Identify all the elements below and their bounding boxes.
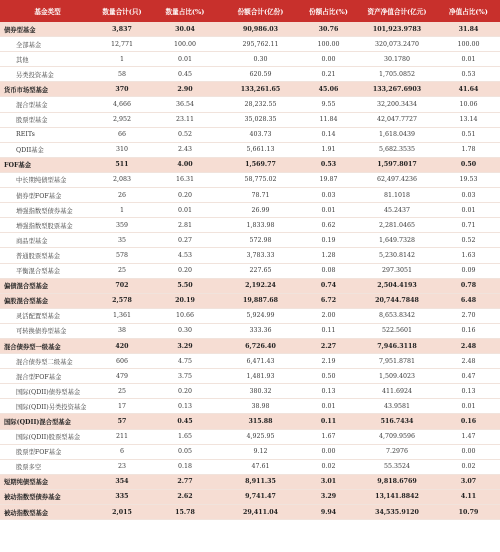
cell-nav-share: 0.09 xyxy=(461,267,476,275)
cell-count-share: 23.11 xyxy=(175,116,195,124)
header-units-share: 份额占比(%) xyxy=(309,8,348,16)
cell-units-total: 28,232.55 xyxy=(244,101,277,109)
table-row xyxy=(0,113,500,128)
cell-count-total: 354 xyxy=(115,478,129,486)
cell-fund-type: 国际(QDII)另类投资基金 xyxy=(16,403,87,411)
table-header-row xyxy=(0,0,500,22)
cell-nav-share: 0.00 xyxy=(461,448,476,456)
cell-nav-share: 0.51 xyxy=(461,131,476,139)
cell-units-share: 19.87 xyxy=(319,176,338,184)
cell-nav-total: 9,818.6769 xyxy=(377,478,417,486)
cell-count-total: 38 xyxy=(117,327,126,335)
cell-count-share: 3.75 xyxy=(177,372,193,380)
table-row xyxy=(0,188,500,203)
cell-units-total: 333.36 xyxy=(249,327,272,335)
cell-units-total: 38.98 xyxy=(251,402,270,410)
table-row-category xyxy=(0,339,500,354)
cell-units-total: 5,924.99 xyxy=(246,312,275,320)
cell-units-total: 8,911.35 xyxy=(245,478,276,486)
cell-count-share: 0.01 xyxy=(177,206,193,214)
header-nav-total: 资产净值合计(亿元) xyxy=(367,8,427,16)
cell-nav-share: 0.78 xyxy=(460,282,477,290)
cell-count-total: 66 xyxy=(117,131,126,139)
cell-fund-type: 商品型基金 xyxy=(16,237,48,245)
cell-fund-type: 混合型基金 xyxy=(16,102,48,110)
cell-count-total: 23 xyxy=(117,463,126,471)
cell-units-share: 0.21 xyxy=(321,70,336,78)
cell-count-total: 335 xyxy=(115,493,129,501)
cell-nav-share: 10.79 xyxy=(458,508,479,516)
cell-nav-total: 1,649.7328 xyxy=(378,236,416,244)
cell-nav-share: 0.47 xyxy=(461,372,476,380)
cell-nav-total: 1,509.4023 xyxy=(378,372,416,380)
cell-nav-share: 10.06 xyxy=(459,101,478,109)
cell-units-share: 0.14 xyxy=(321,131,336,139)
cell-nav-share: 41.64 xyxy=(458,85,479,93)
cell-fund-type: 中长期纯债型基金 xyxy=(16,177,67,185)
cell-units-share: 0.11 xyxy=(321,327,336,335)
cell-nav-share: 3.07 xyxy=(460,478,477,486)
cell-count-share: 100.00 xyxy=(173,40,197,48)
cell-units-total: 2,192.24 xyxy=(245,282,276,290)
cell-count-total: 1,361 xyxy=(112,312,132,320)
cell-fund-type: FOF基金 xyxy=(4,162,32,170)
cell-nav-total: 32,200.3434 xyxy=(376,101,418,109)
cell-count-share: 16.31 xyxy=(175,176,195,184)
cell-fund-type: 国际(QDII)股票型基金 xyxy=(16,434,81,442)
cell-nav-total: 42,047.7727 xyxy=(376,116,418,124)
cell-units-share: 0.00 xyxy=(321,448,336,456)
cell-nav-total: 4,709.9596 xyxy=(378,433,416,441)
cell-nav-total: 2,281.0465 xyxy=(378,221,416,229)
cell-count-total: 511 xyxy=(115,161,129,169)
cell-count-total: 2,083 xyxy=(112,176,132,184)
cell-nav-total: 30.1780 xyxy=(383,55,411,63)
table-row xyxy=(0,67,500,82)
cell-units-share: 2.27 xyxy=(320,342,337,350)
cell-units-share: 0.00 xyxy=(321,55,336,63)
cell-units-share: 9.94 xyxy=(320,508,337,516)
cell-fund-type: 普通股票型基金 xyxy=(16,252,61,260)
cell-nav-share: 0.52 xyxy=(461,236,476,244)
table-row xyxy=(0,218,500,233)
cell-count-share: 4.00 xyxy=(177,161,193,169)
cell-count-share: 4.75 xyxy=(177,357,193,365)
cell-count-share: 0.01 xyxy=(177,55,193,63)
table-row-category xyxy=(0,475,500,490)
cell-units-share: 0.01 xyxy=(321,206,336,214)
cell-nav-total: 320,073.2470 xyxy=(374,40,420,48)
table-row xyxy=(0,248,500,263)
cell-count-total: 3,837 xyxy=(112,25,132,33)
cell-count-share: 36.54 xyxy=(175,101,195,109)
table-row xyxy=(0,37,500,52)
cell-count-share: 2.81 xyxy=(177,221,193,229)
cell-units-total: 9,741.47 xyxy=(245,493,276,501)
cell-count-total: 578 xyxy=(115,251,129,259)
cell-fund-type: 全部基金 xyxy=(16,41,42,49)
cell-units-share: 3.29 xyxy=(320,493,337,501)
cell-units-total: 58,775.02 xyxy=(244,176,277,184)
table-row xyxy=(0,369,500,384)
cell-units-share: 0.01 xyxy=(321,402,336,410)
cell-count-share: 0.27 xyxy=(177,236,193,244)
cell-count-total: 211 xyxy=(115,433,129,441)
cell-units-share: 0.53 xyxy=(320,161,337,169)
cell-nav-share: 0.02 xyxy=(461,463,476,471)
cell-nav-share: 0.53 xyxy=(461,70,476,78)
table-row xyxy=(0,128,500,143)
cell-count-total: 57 xyxy=(117,417,127,425)
cell-units-total: 315.88 xyxy=(248,417,273,425)
cell-nav-total: 45.2437 xyxy=(383,206,411,214)
cell-count-total: 479 xyxy=(115,372,129,380)
table-row xyxy=(0,203,500,218)
cell-count-share: 30.04 xyxy=(175,25,195,33)
cell-count-total: 370 xyxy=(115,85,129,93)
cell-count-share: 0.05 xyxy=(177,448,193,456)
cell-nav-share: 0.16 xyxy=(460,417,477,425)
cell-units-share: 2.19 xyxy=(321,357,336,365)
cell-nav-total: 297.3051 xyxy=(381,267,413,275)
cell-fund-type: 债券型FOF基金 xyxy=(16,192,62,200)
cell-units-total: 90,986.03 xyxy=(242,25,279,33)
cell-count-total: 35 xyxy=(117,236,126,244)
cell-units-total: 380.32 xyxy=(249,387,272,395)
cell-count-total: 2,952 xyxy=(112,116,132,124)
cell-nav-share: 0.01 xyxy=(461,402,476,410)
header-units-total: 份额合计(亿份) xyxy=(237,8,284,16)
cell-count-share: 2.43 xyxy=(177,146,193,154)
cell-fund-type: 股票型基金 xyxy=(16,117,48,125)
cell-nav-total: 1,618.0439 xyxy=(378,131,416,139)
cell-count-share: 0.13 xyxy=(177,402,193,410)
cell-fund-type: 被动指数型基金 xyxy=(4,509,49,517)
cell-fund-type: 混合型FOF基金 xyxy=(16,373,62,381)
cell-units-total: 227.65 xyxy=(249,267,272,275)
cell-nav-total: 133,267.6903 xyxy=(372,85,422,93)
table-row xyxy=(0,324,500,339)
cell-count-share: 0.20 xyxy=(177,387,193,395)
cell-count-total: 1 xyxy=(119,206,124,214)
cell-fund-type: 股票多空 xyxy=(16,464,42,472)
cell-nav-total: 81.1018 xyxy=(383,191,411,199)
cell-nav-total: 5,682.3535 xyxy=(378,146,416,154)
cell-units-share: 100.00 xyxy=(317,40,340,48)
cell-count-total: 4,666 xyxy=(112,101,132,109)
cell-count-total: 25 xyxy=(117,267,126,275)
cell-nav-total: 2,504.4193 xyxy=(377,282,417,290)
cell-fund-type: QDII基金 xyxy=(16,147,44,155)
table-row-category xyxy=(0,490,500,505)
cell-count-total: 58 xyxy=(117,70,126,78)
table-row xyxy=(0,173,500,188)
cell-nav-total: 43.9581 xyxy=(383,402,411,410)
cell-fund-type: 国际(QDII)混合型基金 xyxy=(4,418,71,426)
cell-nav-share: 1.63 xyxy=(461,251,476,259)
cell-units-total: 1,569.77 xyxy=(245,161,276,169)
cell-units-share: 1.67 xyxy=(321,433,336,441)
table-body xyxy=(0,22,500,520)
cell-count-total: 310 xyxy=(115,146,129,154)
cell-nav-total: 34,535.9120 xyxy=(375,508,419,516)
cell-units-total: 295,762.11 xyxy=(242,40,279,48)
cell-units-total: 3,783.33 xyxy=(246,251,275,259)
cell-fund-type: 增强指数型股票基金 xyxy=(16,222,73,230)
table-row-category xyxy=(0,505,500,520)
cell-count-total: 25 xyxy=(117,387,126,395)
cell-count-share: 10.66 xyxy=(175,312,195,320)
cell-count-total: 359 xyxy=(115,221,129,229)
cell-fund-type: 货币市场型基金 xyxy=(4,86,49,94)
cell-fund-type: REITs xyxy=(16,131,35,139)
table-row xyxy=(0,97,500,112)
cell-nav-share: 4.11 xyxy=(460,493,477,501)
cell-units-total: 78.71 xyxy=(251,191,270,199)
cell-count-total: 17 xyxy=(117,402,126,410)
cell-units-share: 0.62 xyxy=(321,221,336,229)
table-row xyxy=(0,460,500,475)
cell-nav-share: 100.00 xyxy=(457,40,480,48)
cell-units-share: 0.50 xyxy=(321,372,336,380)
cell-count-share: 2.77 xyxy=(177,478,193,486)
cell-nav-total: 1,705.0852 xyxy=(378,70,416,78)
cell-units-total: 19,887.68 xyxy=(242,297,279,305)
cell-fund-type: 短期纯债型基金 xyxy=(4,479,49,487)
table-row xyxy=(0,233,500,248)
table-row-category xyxy=(0,158,500,173)
cell-units-share: 30.76 xyxy=(318,25,339,33)
cell-count-share: 0.20 xyxy=(177,267,193,275)
cell-count-share: 15.78 xyxy=(175,508,195,516)
cell-count-share: 0.30 xyxy=(177,327,193,335)
cell-units-total: 9.12 xyxy=(253,448,268,456)
cell-units-total: 6,471.43 xyxy=(246,357,275,365)
table-row xyxy=(0,309,500,324)
cell-nav-total: 101,923.9783 xyxy=(372,25,422,33)
cell-count-total: 12,771 xyxy=(110,40,134,48)
cell-fund-type: 偏债混合型基金 xyxy=(4,283,49,291)
cell-units-total: 403.73 xyxy=(249,131,272,139)
cell-fund-type: 另类投资基金 xyxy=(16,71,54,79)
cell-nav-share: 0.01 xyxy=(461,55,476,63)
cell-units-total: 620.59 xyxy=(249,70,272,78)
cell-count-total: 1 xyxy=(119,55,124,63)
cell-units-share: 45.06 xyxy=(318,85,339,93)
cell-units-total: 4,925.95 xyxy=(246,433,275,441)
cell-units-total: 26.99 xyxy=(251,206,270,214)
table-row-category xyxy=(0,294,500,309)
cell-units-total: 1,833.98 xyxy=(246,221,275,229)
table-row xyxy=(0,399,500,414)
table-row xyxy=(0,52,500,67)
cell-nav-total: 5,230.8142 xyxy=(378,251,416,259)
cell-count-share: 0.18 xyxy=(177,463,193,471)
cell-nav-total: 516.7434 xyxy=(380,417,414,425)
cell-nav-total: 55.3524 xyxy=(383,463,411,471)
table-row xyxy=(0,430,500,445)
table-row xyxy=(0,264,500,279)
cell-units-total: 133,261.65 xyxy=(240,85,281,93)
cell-nav-share: 19.53 xyxy=(459,176,478,184)
cell-fund-type: 增强指数型债券基金 xyxy=(16,207,73,215)
cell-fund-type: 可转换债券型基金 xyxy=(16,328,67,336)
cell-nav-share: 6.48 xyxy=(460,297,477,305)
cell-units-share: 0.13 xyxy=(321,387,336,395)
header-count-share: 数量占比(%) xyxy=(165,8,205,16)
cell-units-share: 0.19 xyxy=(321,236,336,244)
cell-nav-share: 1.78 xyxy=(461,146,476,154)
cell-count-share: 0.45 xyxy=(177,70,193,78)
cell-nav-share: 2.48 xyxy=(460,342,477,350)
cell-nav-share: 0.71 xyxy=(461,221,476,229)
cell-nav-total: 13,141.8842 xyxy=(375,493,419,501)
cell-count-total: 606 xyxy=(115,357,129,365)
cell-nav-total: 8,653.8342 xyxy=(378,312,416,320)
cell-nav-share: 2.48 xyxy=(461,357,476,365)
cell-fund-type: 混合债券型二级基金 xyxy=(16,358,73,366)
cell-units-total: 0.30 xyxy=(253,55,268,63)
cell-count-share: 0.20 xyxy=(177,191,193,199)
table-row xyxy=(0,384,500,399)
cell-nav-total: 1,597.8017 xyxy=(377,161,417,169)
cell-nav-total: 522.5601 xyxy=(381,327,413,335)
cell-units-share: 9.55 xyxy=(321,101,336,109)
cell-count-share: 0.45 xyxy=(177,417,193,425)
cell-count-share: 4.53 xyxy=(177,251,193,259)
cell-count-share: 5.50 xyxy=(177,282,193,290)
cell-units-total: 5,661.13 xyxy=(246,146,275,154)
cell-nav-share: 0.03 xyxy=(461,191,476,199)
cell-count-share: 1.65 xyxy=(177,433,193,441)
cell-nav-total: 20,744.7848 xyxy=(375,297,419,305)
table-row-category xyxy=(0,22,500,37)
table-row-category xyxy=(0,279,500,294)
cell-fund-type: 债券型基金 xyxy=(4,26,36,34)
cell-fund-type: 混合债券型一级基金 xyxy=(4,343,61,351)
cell-units-share: 0.08 xyxy=(321,267,336,275)
header-nav-share: 净值占比(%) xyxy=(449,8,488,16)
cell-nav-share: 0.01 xyxy=(461,206,476,214)
cell-nav-share: 0.16 xyxy=(461,327,476,335)
cell-nav-share: 1.47 xyxy=(461,433,476,441)
table-row-category xyxy=(0,82,500,97)
cell-fund-type: 被动指数型债券基金 xyxy=(4,494,61,502)
cell-nav-total: 411.6924 xyxy=(381,387,413,395)
cell-units-share: 6.72 xyxy=(320,297,337,305)
cell-count-share: 2.62 xyxy=(177,493,193,501)
cell-count-share: 3.29 xyxy=(177,342,193,350)
cell-nav-total: 62,497.4236 xyxy=(376,176,418,184)
cell-units-share: 1.91 xyxy=(321,146,336,154)
cell-count-total: 2,578 xyxy=(112,297,132,305)
cell-fund-type: 股票型FOF基金 xyxy=(16,449,62,457)
cell-fund-type: 偏股混合型基金 xyxy=(4,298,49,306)
cell-units-total: 47.61 xyxy=(251,463,270,471)
cell-units-share: 0.11 xyxy=(320,417,337,425)
cell-units-share: 11.84 xyxy=(319,116,338,124)
cell-units-total: 29,411.04 xyxy=(242,508,279,516)
cell-fund-type: 灵活配置型基金 xyxy=(16,313,61,321)
table-row-category xyxy=(0,414,500,429)
cell-units-total: 1,481.93 xyxy=(246,372,275,380)
cell-nav-share: 31.84 xyxy=(458,25,479,33)
cell-count-total: 6 xyxy=(119,448,124,456)
cell-count-share: 2.90 xyxy=(177,85,193,93)
cell-units-share: 0.02 xyxy=(321,463,336,471)
cell-nav-share: 2.70 xyxy=(461,312,476,320)
cell-units-share: 0.74 xyxy=(320,282,337,290)
cell-count-total: 2,015 xyxy=(112,508,132,516)
cell-nav-total: 7,946.3118 xyxy=(377,342,417,350)
cell-nav-share: 13.14 xyxy=(459,116,478,124)
table-row xyxy=(0,143,500,158)
cell-nav-share: 0.13 xyxy=(461,387,476,395)
cell-fund-type: 其他 xyxy=(16,56,29,64)
cell-count-total: 420 xyxy=(115,342,129,350)
table-row xyxy=(0,354,500,369)
header-count-total: 数量合计(只) xyxy=(102,8,142,16)
cell-count-total: 702 xyxy=(115,282,129,290)
cell-fund-type: 平衡混合型基金 xyxy=(16,268,61,276)
cell-units-total: 6,726.40 xyxy=(245,342,276,350)
cell-nav-total: 7.2976 xyxy=(385,448,409,456)
header-fund-type: 基金类型 xyxy=(34,8,61,16)
cell-nav-total: 7,951.8781 xyxy=(378,357,416,365)
cell-nav-share: 0.50 xyxy=(460,161,477,169)
cell-count-share: 0.52 xyxy=(177,131,193,139)
cell-count-total: 26 xyxy=(117,191,126,199)
cell-units-share: 0.03 xyxy=(321,191,336,199)
cell-units-share: 3.01 xyxy=(320,478,337,486)
cell-count-share: 20.19 xyxy=(175,297,195,305)
cell-units-share: 2.00 xyxy=(321,312,336,320)
cell-fund-type: 国际(QDII)债券型基金 xyxy=(16,388,81,396)
cell-units-total: 35,028.35 xyxy=(244,116,277,124)
cell-units-total: 572.98 xyxy=(249,236,272,244)
cell-units-share: 1.28 xyxy=(321,251,336,259)
table-row xyxy=(0,445,500,460)
